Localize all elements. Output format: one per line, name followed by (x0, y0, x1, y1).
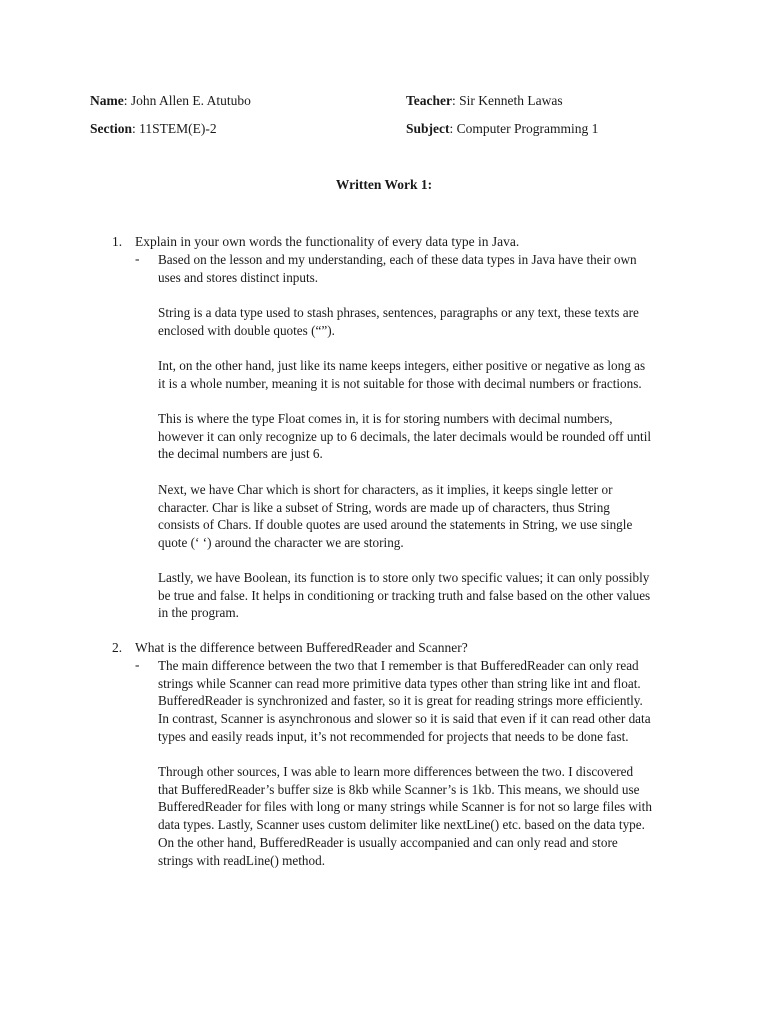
student-name (90, 93, 251, 109)
text-line: in the program. (158, 605, 239, 621)
text-line: The main difference between the two that I remember is that BufferedReader can only read (158, 658, 639, 673)
name-value: : John Allen E. Atutubo (123, 93, 251, 108)
answer-1-paragraph (158, 251, 678, 286)
subject-label: Subject (406, 121, 450, 136)
text-line: This is where the type Float comes in, it is for storing numbers with decimal numbers, (158, 411, 613, 426)
answer-1-paragraph (158, 569, 678, 622)
text-line: In contrast, Scanner is asynchronous and slower so it is said that even if it can read other data (158, 711, 651, 727)
text-line: character. Char is like a subset of String, words are made up of characters, thus String (158, 499, 610, 515)
answer-1-paragraph (158, 481, 678, 552)
section-label: Section (90, 121, 132, 136)
question-1-text: Explain in your own words the functionality of every data type in Java. (135, 234, 520, 249)
text-line: strings while Scanner can read more primitive data types other than string like int and float. (158, 675, 641, 691)
text-line: enclosed with double quotes (“”). (158, 322, 335, 338)
text-line: BufferedReader is synchronized and faster, so it is great for reading strings more efficiently. (158, 693, 643, 709)
answer-1-paragraph (158, 410, 678, 463)
text-line: Next, we have Char which is short for characters, as it implies, it keeps single letter or (158, 482, 613, 497)
answer-1-paragraph (158, 304, 678, 339)
text-line: Based on the lesson and my understanding, each of these data types in Java have their own (158, 252, 637, 267)
text-line: it is a whole number, meaning it is not suitable for those with decimal numbers or fractions. (158, 375, 642, 391)
student-section (90, 121, 217, 137)
text-line: however it can only recognize up to 6 decimals, the later decimals would be rounded off until (158, 428, 652, 444)
subject-value: : Computer Programming 1 (449, 121, 599, 136)
text-line: String is a data type used to stash phrases, sentences, paragraphs or any text, these texts are (158, 305, 639, 320)
text-line: data types. Lastly, Scanner uses custom delimiter like nextLine() etc. based on the data type. (158, 817, 645, 833)
text-line: types and easily reads input, it’s not recommended for projects that needs to be done fast. (158, 728, 629, 744)
text-line: BufferedReader for files with long or many strings while Scanner is for not so large files with (158, 799, 652, 815)
text-line: Through other sources, I was able to learn more differences between the two. I discovered (158, 764, 634, 779)
question-2-text: What is the difference between BufferedReader and Scanner? (135, 640, 468, 655)
answer-2-paragraph (158, 763, 678, 869)
question-2-number: 2. (112, 640, 123, 655)
teacher-name (406, 93, 563, 109)
text-line: On the other hand, BufferedReader is usually accompanied and can only read and store (158, 834, 618, 850)
question-1-number: 1. (112, 234, 123, 249)
text-line: quote (‘ ‘) around the character we are storing. (158, 535, 404, 551)
subject (406, 121, 598, 137)
text-line: the decimal numbers are just 6. (158, 446, 323, 462)
answer-2-paragraph (158, 657, 678, 746)
answer-1-dash: - (135, 251, 140, 266)
text-line: strings with readLine() method. (158, 852, 326, 868)
answer-1-paragraph (158, 357, 678, 392)
text-line: that BufferedReader’s buffer size is 8kb while Scanner’s is 1kb. This means, we should use (158, 781, 640, 797)
teacher-value: : Sir Kenneth Lawas (452, 93, 563, 108)
text-line: consists of Chars. If double quotes are used around the statements in String, we use single (158, 517, 633, 533)
answer-2-dash: - (135, 657, 140, 672)
page-title: Written Work 1: (335, 177, 433, 192)
text-line: be true and false. It helps in conditioning or tracking truth and false based on the other values (158, 587, 651, 603)
teacher-label: Teacher (406, 93, 452, 108)
name-label: Name (90, 93, 124, 108)
text-line: uses and stores distinct inputs. (158, 269, 319, 285)
text-line: Int, on the other hand, just like its name keeps integers, either positive or negative as long as (158, 358, 646, 373)
section-value: : 11STEM(E)-2 (132, 121, 217, 136)
text-line: Lastly, we have Boolean, its function is to store only two specific values; it can only possibly (158, 570, 650, 585)
